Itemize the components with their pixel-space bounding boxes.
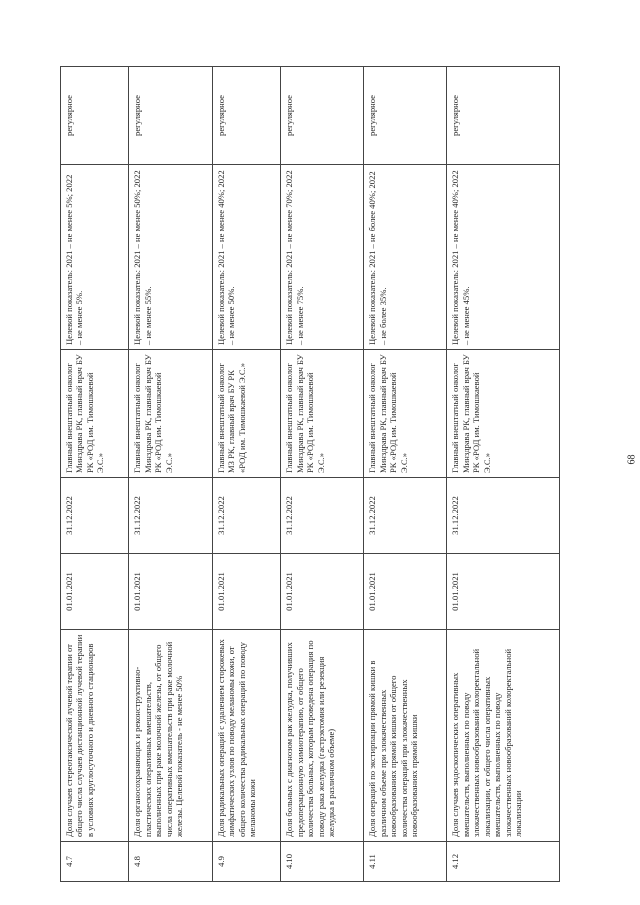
table-body <box>61 67 560 882</box>
table-row <box>281 67 364 882</box>
table-row <box>129 67 212 882</box>
row-number: 4.8 <box>129 842 212 882</box>
end-date: 31.12.2022 <box>281 478 364 554</box>
start-date: 01.01.2021 <box>281 554 364 630</box>
indicator-text: Доля случаев стереотаксической лучевой терапии от общего числа случаев дистанционной лучевой терапии в условиях круглосуточного и дневного стационаров <box>61 630 129 842</box>
frequency-text: регулярное <box>447 67 560 165</box>
row-number: 4.9 <box>212 842 280 882</box>
target-text: Целевой показатель: 2021 – не менее 40%; 2022 – не менее 50%. <box>212 165 280 350</box>
target-text: Целевой показатель: 2021 – не менее 70%; 2022 – не менее 75%. <box>281 165 364 350</box>
rotated-table-page <box>60 67 560 882</box>
row-number: 4.7 <box>61 842 129 882</box>
frequency-text: регулярное <box>61 67 129 165</box>
indicator-text: Доля органосохраняющих и реконструктивно-пластических оперативных вмешательств, выполненных при раке молочной железы, от общего числа оперативных вмешательств при раке молочной железы. Целевой показатель - не менее 50% <box>129 630 212 842</box>
table-row <box>364 67 447 882</box>
row-number: 4.12 <box>447 842 560 882</box>
responsible-text: Главный внештатный онколог Минздрава РК, главный врач БУ РК «РОД им. Тимошкаевой Э.С.» <box>61 350 129 478</box>
activities-table <box>60 66 560 882</box>
end-date: 31.12.2022 <box>61 478 129 554</box>
frequency-text: регулярное <box>281 67 364 165</box>
start-date: 01.01.2021 <box>61 554 129 630</box>
indicator-text: Доля радикальных операций с удалением сторожевых лимфатических узлов по поводу меланомы кожи, от общего количества радикальных операций по поводу меланомы кожи <box>212 630 280 842</box>
frequency-text: регулярное <box>129 67 212 165</box>
responsible-text: Главный внештатный онколог Минздрава РК, главный врач БУ РК «РОД им. Тимошкаевой Э.С.» <box>281 350 364 478</box>
row-number: 4.10 <box>281 842 364 882</box>
start-date: 01.01.2021 <box>364 554 447 630</box>
target-text: Целевой показатель: 2021 – не менее 5%; 2022 – не менее 5%. <box>61 165 129 350</box>
responsible-text: Главный внештатный онколог МЗ РК, главный врач БУ РК «РОД им. Тимошкаевой Э.С.» <box>212 350 280 478</box>
frequency-text: регулярное <box>364 67 447 165</box>
end-date: 31.12.2022 <box>364 478 447 554</box>
end-date: 31.12.2022 <box>212 478 280 554</box>
end-date: 31.12.2022 <box>129 478 212 554</box>
responsible-text: Главный внештатный онколог Минздрава РК, главный врач БУ РК «РОД им. Тимошкаевой Э.С.» <box>447 350 560 478</box>
end-date: 31.12.2022 <box>447 478 560 554</box>
frequency-text: регулярное <box>212 67 280 165</box>
indicator-text: Доля операций по экстирпации прямой кишки в различном объеме при злокачественных новообразованиях прямой кишки от общего количества операций при злокачественных новообразованиях прямой кишки <box>364 630 447 842</box>
start-date: 01.01.2021 <box>129 554 212 630</box>
indicator-text: Доля случаев эндоскопических оперативных вмешательств, выполненных по поводу злокачественных новообразований колоректальной локализации, от общего числа оперативных вмешательств, выполненных по поводу злокачественных новообразований колоректальной локализации <box>447 630 560 842</box>
table-row <box>212 67 280 882</box>
target-text: Целевой показатель: 2021 – не менее 50%; 2022 – не менее 55%. <box>129 165 212 350</box>
table-row <box>447 67 560 882</box>
target-text: Целевой показатель: 2021 – не более 40%; 2022 – не более 35%. <box>364 165 447 350</box>
responsible-text: Главный внештатный онколог Минздрава РК, главный врач БУ РК «РОД им. Тимошкаевой Э.С.» <box>129 350 212 478</box>
page-number: 68 <box>626 454 638 465</box>
target-text: Целевой показатель: 2021 – не менее 40%; 2022 – не менее 45%. <box>447 165 560 350</box>
table-row <box>61 67 129 882</box>
start-date: 01.01.2021 <box>447 554 560 630</box>
start-date: 01.01.2021 <box>212 554 280 630</box>
responsible-text: Главный внештатный онколог Минздрава РК, главный врач БУ РК «РОД им. Тимошкаевой Э.С.» <box>364 350 447 478</box>
indicator-text: Доля больных с диагнозом рак желудка, получивших предоперационную химиотерапию, от общего количества больных, которым проведена операция по поводу рака желудка (гастрэктомия или резекция желудка в различном объеме) <box>281 630 364 842</box>
row-number: 4.11 <box>364 842 447 882</box>
